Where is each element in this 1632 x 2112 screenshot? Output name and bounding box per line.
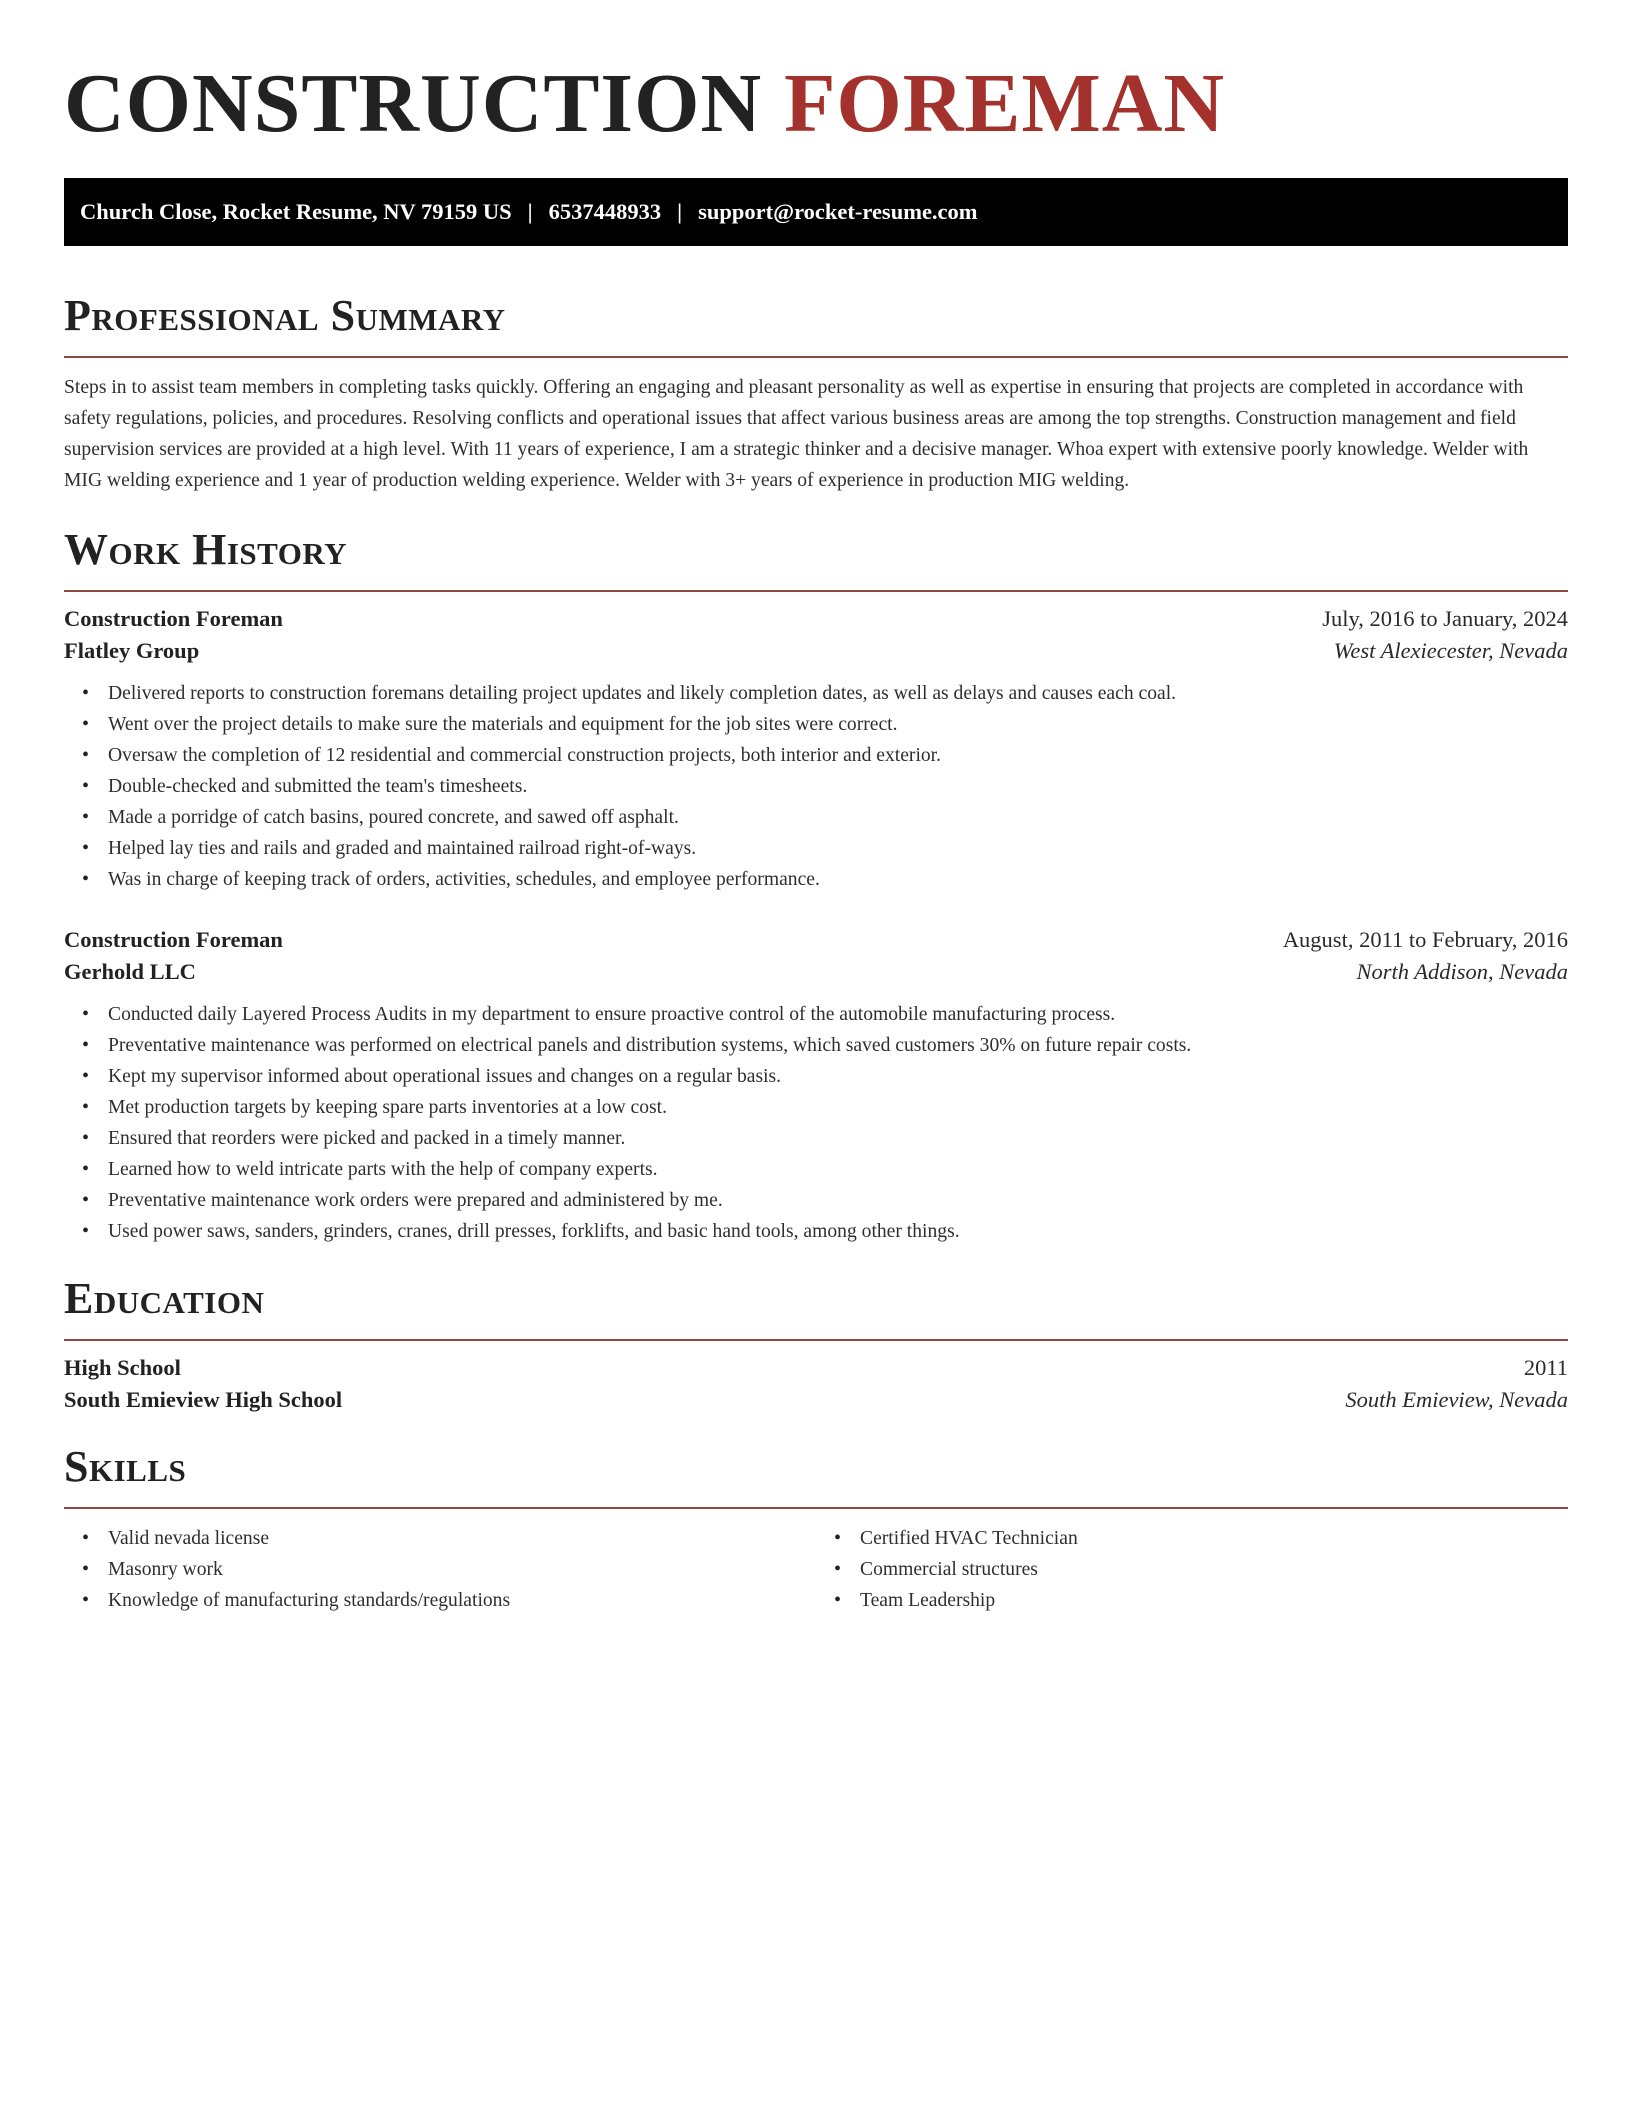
job-location: West Alexiecester, Nevada	[1333, 638, 1568, 663]
contact-address: Church Close, Rocket Resume, NV 79159 US	[80, 199, 512, 224]
job-duties-list	[64, 999, 1568, 1247]
education-school-row	[64, 1387, 1568, 1413]
summary-text: Steps in to assist team members in completing tasks quickly. Offering an engaging and pleasant personality as well as expertise in ensuring that projects are completed in accordance with safety regulations, policies, and procedures. Resolving conflicts and operational issues that affect various business areas are among the top strengths. Construction management and field supervision services are provided at a high level. With 11 years of experience, I am a strategic thinker and a decisive manager. Whoa expert with extensive poorly knowledge. Welder with MIG welding experience and 1 year of production welding experience. Welder with 3+ years of experience in production MIG welding.	[64, 377, 1529, 491]
list-item: • Commercial structures	[834, 1554, 1568, 1585]
list-item: • Masonry work	[82, 1554, 816, 1585]
list-item: • Knowledge of manufacturing standards/regulations	[82, 1585, 816, 1616]
section-divider	[64, 590, 1568, 592]
contact-email: support@rocket-resume.com	[698, 199, 978, 224]
list-item: • Certified HVAC Technician	[834, 1523, 1568, 1554]
list-item: • Conducted daily Layered Process Audits in my department to ensure proactive control of the automobile manufacturing process.	[82, 999, 1568, 1030]
list-item: • Met production targets by keeping spare parts inventories at a low cost.	[82, 1092, 1568, 1123]
job-position: Construction Foreman	[64, 606, 283, 631]
job-entry	[64, 606, 1568, 895]
list-item: • Ensured that reorders were picked and packed in a timely manner.	[82, 1123, 1568, 1154]
section-divider	[64, 356, 1568, 358]
list-item: • Made a porridge of catch basins, poured concrete, and sawed off asphalt.	[82, 802, 1568, 833]
contact-bar	[64, 178, 1568, 246]
education-header-row	[64, 1355, 1568, 1381]
section-divider	[64, 1507, 1568, 1509]
list-item: • Used power saws, sanders, grinders, cranes, drill presses, forklifts, and basic hand tools, among other things.	[82, 1216, 1568, 1247]
job-position: Construction Foreman	[64, 927, 283, 952]
work-history-section	[64, 526, 1568, 1247]
name-first: CONSTRUCTION	[64, 57, 763, 150]
list-item: • Preventative maintenance was performed on electrical panels and distribution systems, which saved customers 30% on future repair costs.	[82, 1030, 1568, 1061]
skills-section	[64, 1443, 1568, 1616]
education-degree: High School	[64, 1355, 181, 1380]
education-section	[64, 1275, 1568, 1413]
candidate-name	[64, 58, 1568, 150]
job-company: Gerhold LLC	[64, 959, 196, 984]
list-item: • Learned how to weld intricate parts with the help of company experts.	[82, 1154, 1568, 1185]
list-item: • Went over the project details to make sure the materials and equipment for the job sites were correct.	[82, 709, 1568, 740]
job-company-row	[64, 959, 1568, 985]
section-title-summary: Professional Summary	[64, 291, 506, 340]
resume-page	[64, 0, 1568, 1616]
education-school: South Emieview High School	[64, 1387, 343, 1412]
list-item: • Team Leadership	[834, 1585, 1568, 1616]
section-title-education: Education	[64, 1274, 265, 1323]
job-header-row	[64, 606, 1568, 632]
job-dates: August, 2011 to February, 2016	[1282, 927, 1568, 952]
list-item: • Preventative maintenance work orders were prepared and administered by me.	[82, 1185, 1568, 1216]
list-item: • Delivered reports to construction foremans detailing project updates and likely completion dates, as well as delays and causes each coal.	[82, 678, 1568, 709]
contact-separator: |	[677, 199, 683, 224]
list-item: • Was in charge of keeping track of orders, activities, schedules, and employee performance.	[82, 864, 1568, 895]
list-item: • Kept my supervisor informed about operational issues and changes on a regular basis.	[82, 1061, 1568, 1092]
section-divider	[64, 1339, 1568, 1341]
skills-list-left	[64, 1523, 816, 1616]
job-company: Flatley Group	[64, 638, 200, 663]
job-company-row	[64, 638, 1568, 664]
contact-phone: 6537448933	[548, 199, 662, 224]
job-duties-list	[64, 678, 1568, 895]
job-entry	[64, 927, 1568, 1247]
list-item: • Oversaw the completion of 12 residential and commercial construction projects, both interior and exterior.	[82, 740, 1568, 771]
job-dates: July, 2016 to January, 2024	[1322, 606, 1568, 631]
education-year: 2011	[1523, 1355, 1568, 1380]
name-last: FOREMAN	[784, 57, 1226, 150]
list-item: • Valid nevada license	[82, 1523, 816, 1554]
section-title-skills: Skills	[64, 1442, 187, 1491]
education-location: South Emieview, Nevada	[1345, 1387, 1568, 1412]
skills-grid	[64, 1523, 1568, 1616]
job-header-row	[64, 927, 1568, 953]
skills-list-right	[816, 1523, 1568, 1616]
list-item: • Helped lay ties and rails and graded and maintained railroad right-of-ways.	[82, 833, 1568, 864]
job-location: North Addison, Nevada	[1356, 959, 1568, 984]
contact-separator: |	[527, 199, 533, 224]
summary-section	[64, 292, 1568, 496]
list-item: • Double-checked and submitted the team's timesheets.	[82, 771, 1568, 802]
section-title-work-history: Work History	[64, 525, 348, 574]
